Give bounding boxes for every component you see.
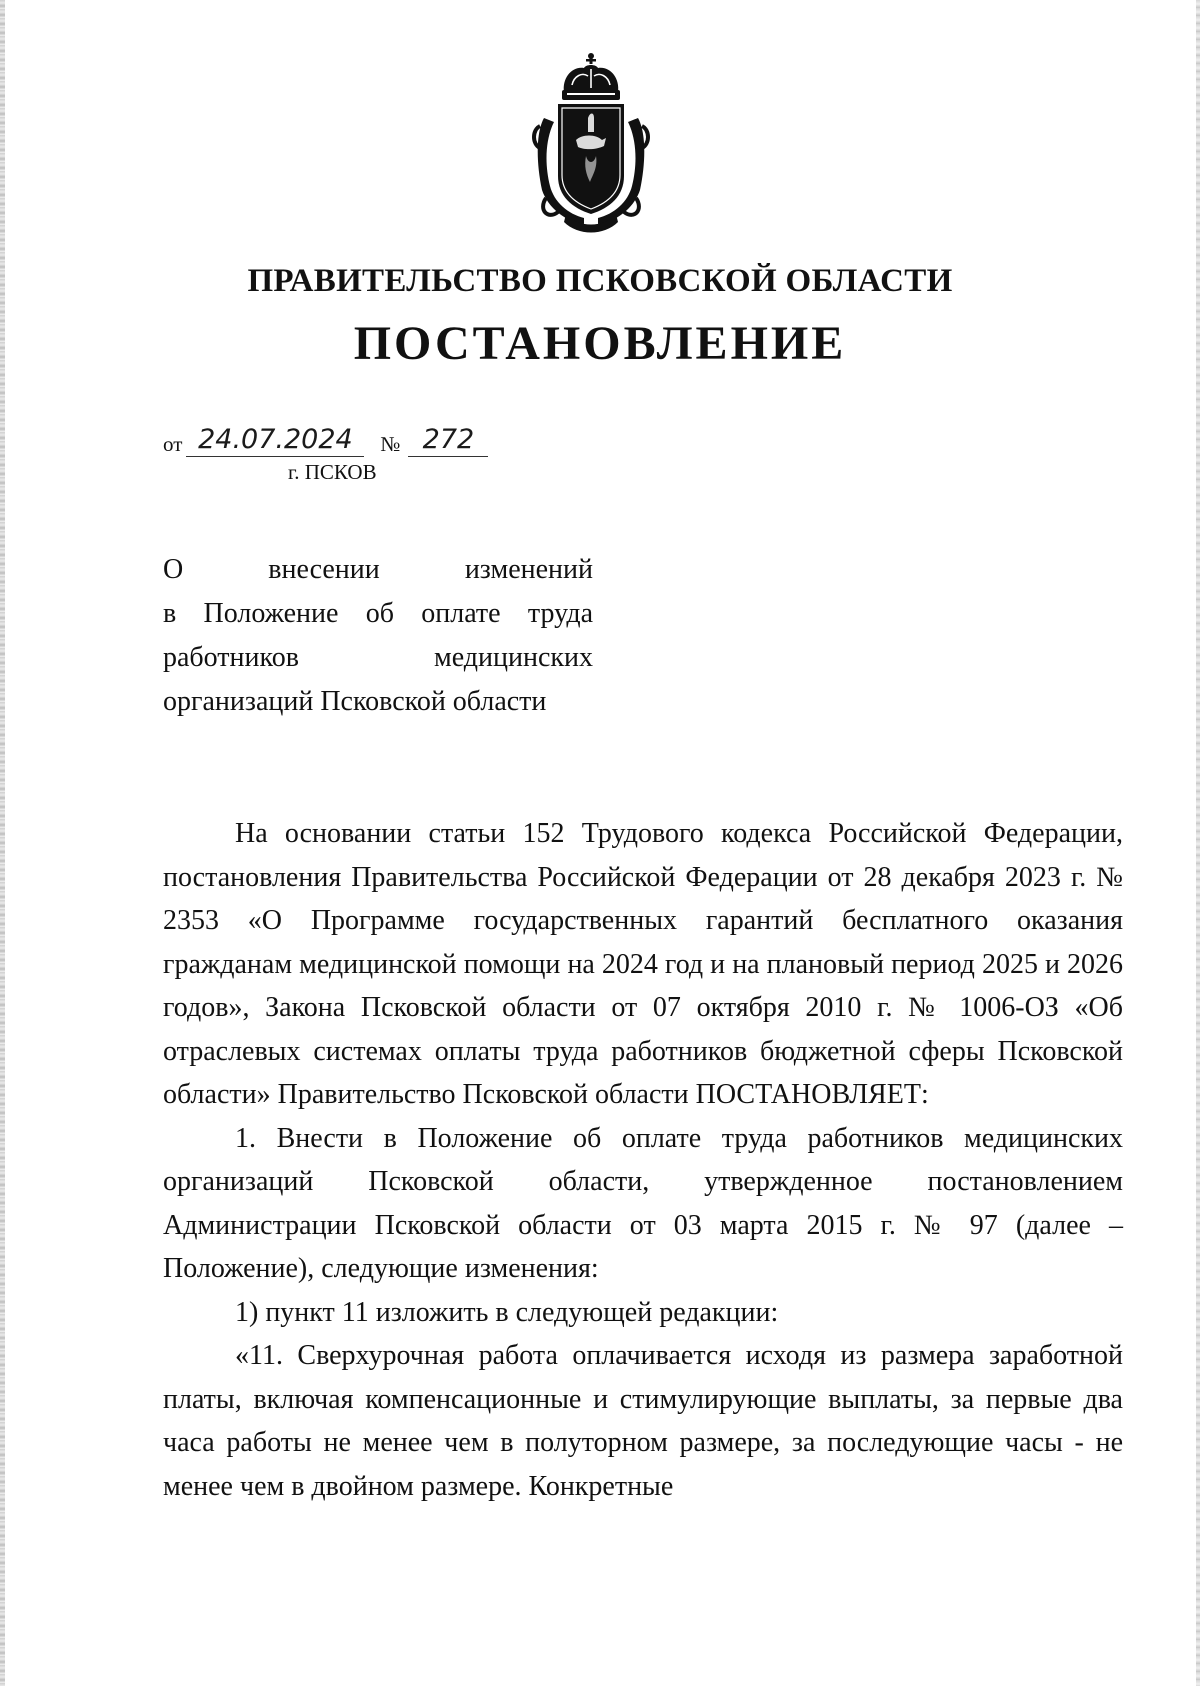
subject-line: организаций Псковской области [163,686,547,717]
organization-name: ПРАВИТЕЛЬСТВО ПСКОВСКОЙ ОБЛАСТИ [247,263,953,299]
number-prefix: № [380,432,401,456]
scan-edge-right [1196,0,1200,1686]
subject-line: в Положение об оплате труда [163,598,593,629]
date-prefix: от [163,432,183,456]
body-paragraph: На основании статьи 152 Трудового кодекса Российской Федерации, постановления Правительства Российской Федерации от 28 декабря 2023 г. № 2353 «О Программе государственных гарантий бесплатного оказания гражданам медицинской помощи на 2024 год и на плановый период 2025 и 2026 годов», Закона Псковской области от 07 октября 2010 г. № 1006-ОЗ «Об отраслевых системах оплаты труда работников бюджетной сферы Псковской области» Правительство Псковской области ПОСТАНОВЛЯЕТ: [163,818,1123,1110]
subject-line: О внесении изменений [163,554,593,585]
document-type-title: ПОСТАНОВЛЕНИЕ [353,317,847,370]
document-number: 272 [408,424,488,457]
scan-edge-left [0,0,5,1686]
pskov-coat-of-arms-icon [526,52,656,236]
document-body [163,812,1123,1508]
document-subject [163,548,593,724]
body-paragraph: 1) пункт 11 изложить в следующей редакции: [235,1296,779,1328]
subject-line: работников медицинских [163,642,593,673]
body-paragraph: 1. Внести в Положение об оплате труда работников медицинских организаций Псковской области, утвержденное постановлением Администрации Псковской области от 03 марта 2015 г. № 97 (далее – Положение), следующие изменения: [163,1122,1123,1284]
city-label: г. ПСКОВ [288,460,377,484]
document-date: 24.07.2024 [186,424,364,457]
date-number-line [163,424,488,464]
body-paragraph: «11. Сверхурочная работа оплачивается исходя из размера заработной платы, включая компенсационные и стимулирующие выплаты, за первые два часа работы не менее чем в полуторном размере, за последующие часы - не менее чем в двойном размере. Конкретные [163,1340,1123,1502]
